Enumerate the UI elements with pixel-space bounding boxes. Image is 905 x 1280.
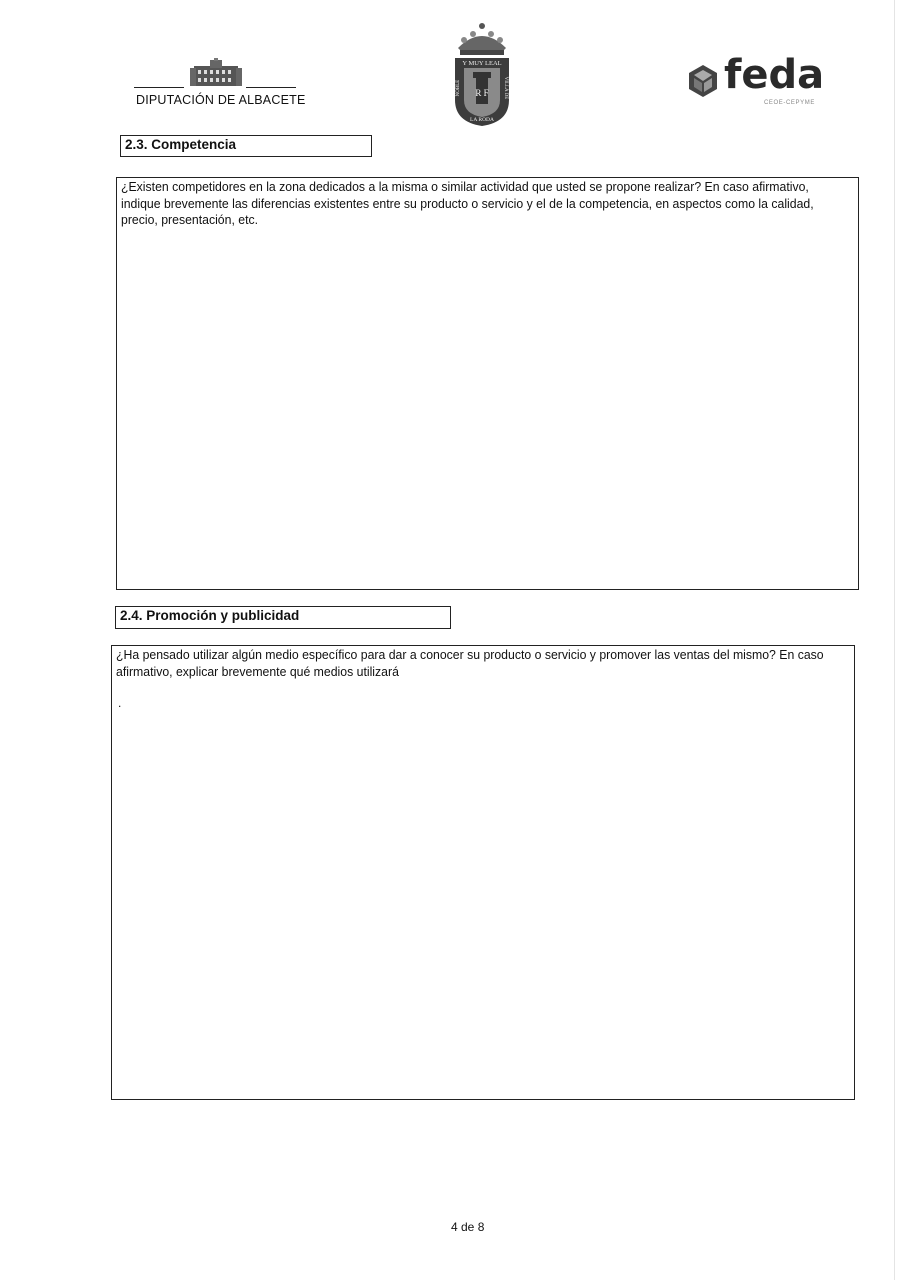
feda-emblem-icon — [686, 64, 720, 98]
logo-rule-right — [246, 87, 296, 88]
feda-subtitle: CEOE-CEPYME — [764, 100, 815, 106]
question-prompt-promocion: ¿Ha pensado utilizar algún medio específico para dar a conocer su producto o servicio y promover las ventas del mismo? En caso afirmativo, explicar brevemente qué medios utilizará — [116, 647, 824, 679]
svg-text:LA RODA: LA RODA — [470, 117, 494, 123]
svg-text:Y MUY LEAL: Y MUY LEAL — [462, 60, 502, 67]
diputacion-name: DIPUTACIÓN DE ALBACETE — [136, 93, 306, 107]
diputacion-albacete-logo — [128, 58, 306, 110]
feda-logo — [686, 52, 825, 112]
logo-rule-left — [134, 87, 184, 88]
palace-building-icon — [188, 58, 244, 88]
coat-of-arms-icon — [452, 22, 512, 128]
answer-text-promocion: . — [118, 696, 122, 710]
feda-wordmark: feda — [724, 52, 825, 98]
question-prompt-competencia: ¿Existen competidores en la zona dedicados a la misma o similar actividad que usted se propone realizar? En caso afirmativo, indique brevemente las diferencias existentes entre su producto o servicio y el de la competencia, en aspectos como la calidad, precio, presentación, etc. — [121, 179, 814, 227]
answer-box-competencia[interactable] — [116, 177, 859, 590]
scan-edge-line — [894, 0, 895, 1280]
svg-text:VILLA DE: VILLA DE — [503, 76, 508, 100]
section-heading-promocion: 2.4. Promoción y publicidad — [115, 606, 451, 629]
emblem-text-top — [462, 60, 501, 67]
section-heading-competencia: 2.3. Competencia — [120, 135, 372, 157]
answer-box-promocion[interactable] — [111, 645, 855, 1100]
svg-text:NOBLE: NOBLE — [456, 79, 461, 97]
page-number: 4 de 8 — [451, 1220, 485, 1234]
svg-text:R F: R F — [475, 88, 489, 98]
